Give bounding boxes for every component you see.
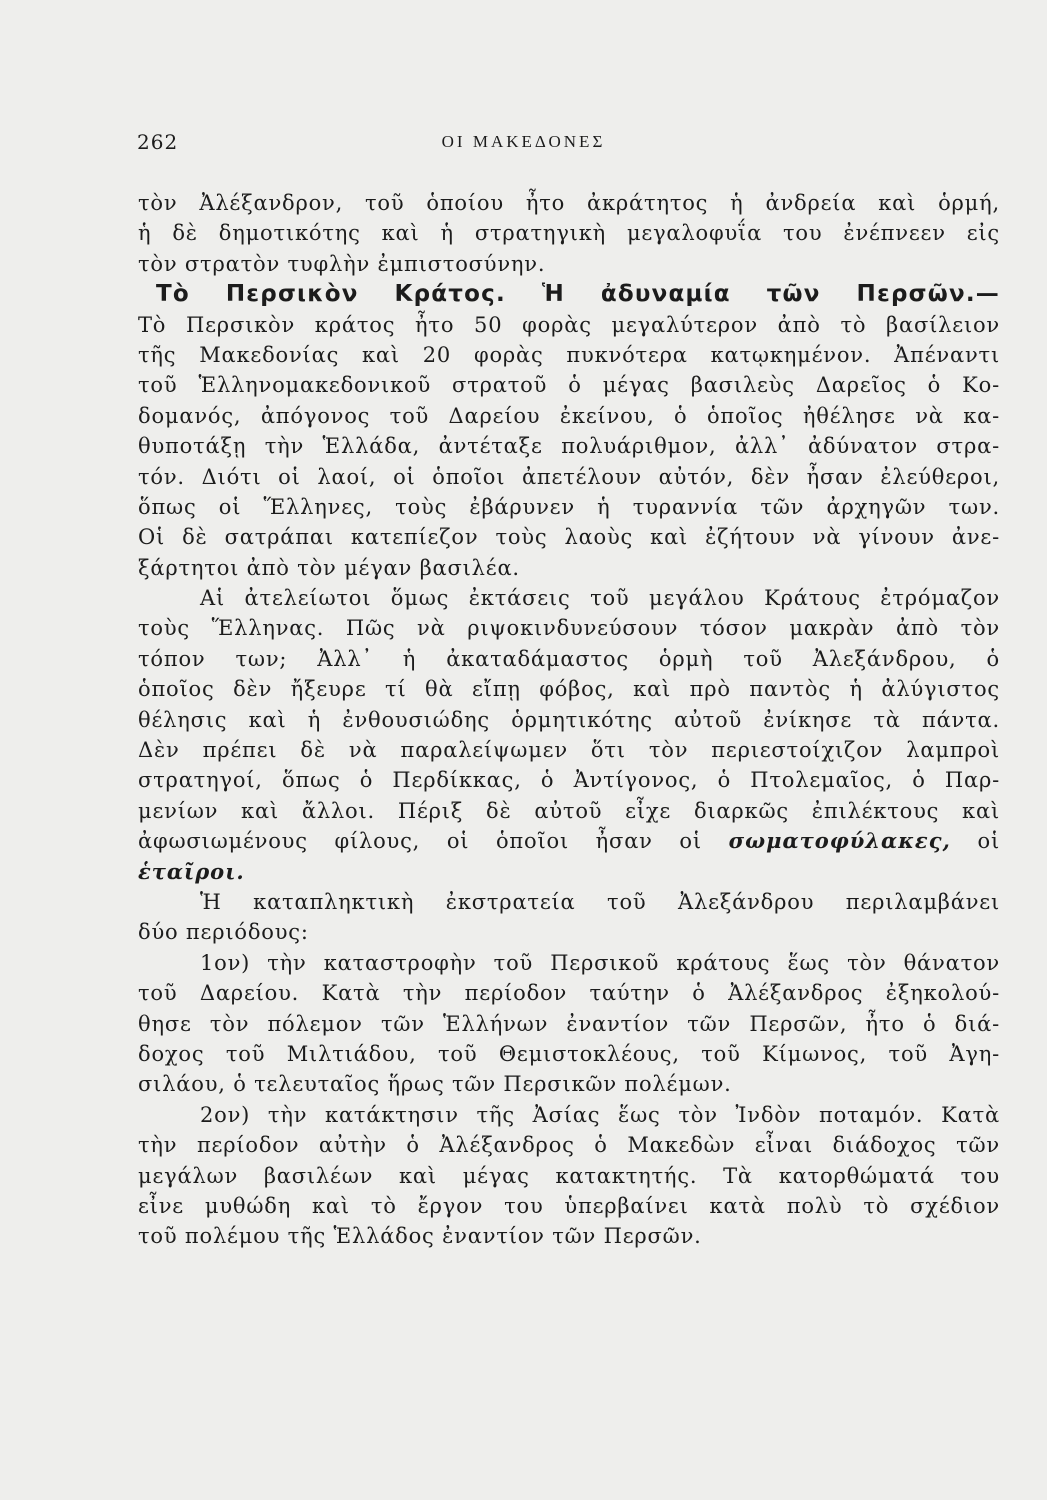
- text-line: τοῦ πολέμου τῆς Ἑλλάδος ἐναντίον τῶν Περσῶν.: [138, 1224, 702, 1249]
- list-item-text: 2ον) τὴν κατάκτησιν τῆς Ἀσίας ἕως τὸν Ἰνδὸν ποταμόν. Κατὰ: [200, 1102, 1000, 1127]
- text-line: τῆς Μακεδονίας καὶ 20 φορὰς πυκνότερα κατῳκημένον. Ἀπέναντι: [138, 342, 1000, 367]
- text-line: ὅπως οἱ Ἕλληνες, τοὺς ἐβάρυνεν ἡ τυραννία τῶν ἀρχηγῶν των.: [138, 494, 1000, 519]
- text-line: δύο περιόδους:: [138, 920, 309, 945]
- text-line: Τὸ Περσικὸν κράτος ἦτο 50 φορὰς μεγαλύτερον ἀπὸ τὸ βασίλειον: [138, 312, 1000, 337]
- text-line: τὴν περίοδον αὐτὴν ὁ Ἀλέξανδρος ὁ Μακεδὼν εἶναι διάδοχος τῶν: [138, 1133, 1000, 1158]
- text-line: Ἡ καταπληκτικὴ ἐκστρατεία τοῦ Ἀλεξάνδρου περιλαμβάνει: [200, 889, 1000, 914]
- text-line: τοῦ Δαρείου. Κατὰ τὴν περίοδον ταύτην ὁ Ἀλέξανδρος ἐξηκολού-: [138, 981, 1000, 1006]
- text-line: τόπον των; Ἀλλ᾽ ἡ ἀκαταδάμαστος ὁρμὴ τοῦ Ἀλεξάνδρου, ὁ: [138, 646, 1000, 671]
- body-text: [138, 188, 1000, 1252]
- text-line: τὸν στρατὸν τυφλὴν ἐμπιστοσύνην.: [138, 251, 546, 276]
- emphasis-term: ἑταῖροι.: [138, 858, 245, 884]
- text-line: τὸν Ἀλέξανδρον, τοῦ ὁποίου ἦτο ἀκράτητος ἡ ἀνδρεία καὶ ὁρμή,: [138, 191, 1000, 215]
- text-line: [138, 826, 1000, 856]
- text-line: μεγάλων βασιλέων καὶ μέγας κατακτητής. Τὰ κατορθώματά του: [138, 1163, 1000, 1188]
- text-line: Οἱ δὲ σατράπαι κατεπίεζον τοὺς λαοὺς καὶ ἐζήτουν νὰ γίνουν ἀνε-: [138, 525, 1000, 550]
- running-head: ΟΙ ΜΑΚΕΔΟΝΕΣ: [441, 132, 606, 151]
- text-run: ἀφωσιωμένους φίλους, οἱ ὁποῖοι ἦσαν οἱ: [138, 829, 702, 854]
- text-line: δοχος τοῦ Μιλτιάδου, τοῦ Θεμιστοκλέους, τοῦ Κίμωνος, τοῦ Ἀγη-: [138, 1041, 1000, 1066]
- page-number: 262: [137, 130, 179, 154]
- text-line: σιλάου, ὁ τελευταῖος ἥρως τῶν Περσικῶν πολέμων.: [138, 1072, 732, 1097]
- text-line: τόν. Διότι οἱ λαοί, οἱ ὁποῖοι ἀπετέλουν αὐτόν, δὲν ἦσαν ἐλεύθεροι,: [138, 464, 1000, 489]
- text-line: θέλησις καὶ ἡ ἐνθουσιώδης ὁρμητικότης αὐτοῦ ἐνίκησε τὰ πάντα.: [138, 707, 1000, 732]
- section-heading: [138, 279, 1000, 309]
- text-line: εἶνε μυθώδη καὶ τὸ ἔργον του ὑπερβαίνει κατὰ πολὺ τὸ σχέδιον: [138, 1193, 1000, 1218]
- text-run: οἱ: [977, 829, 1000, 854]
- text-line: στρατηγοί, ὅπως ὁ Περδίκκας, ὁ Ἀντίγονος, ὁ Πτολεμαῖος, ὁ Παρ-: [138, 768, 1000, 793]
- text-line: [138, 857, 1000, 887]
- text-line: θυποτάξῃ τὴν Ἑλλάδα, ἀντέταξε πολυάριθμον, ἀλλ᾽ ἀδύνατον στρα-: [138, 434, 1000, 459]
- heading-title: Τὸ Περσικὸν Κράτος.: [156, 281, 506, 308]
- heading-subtitle: Ἡ ἀδυναμία τῶν Περσῶν.—: [541, 281, 1000, 308]
- text-line: ξάρτητοι ἀπὸ τὸν μέγαν βασιλέα.: [138, 555, 520, 580]
- text-line: Αἱ ἀτελείωτοι ὅμως ἐκτάσεις τοῦ μεγάλου Κράτους ἐτρόμαζον: [200, 586, 1000, 611]
- text-line: ἡ δὲ δημοτικότης καὶ ἡ στρατηγικὴ μεγαλοφυΐα του ἐνέπνεεν εἰς: [138, 221, 1000, 246]
- text-line: τοῦ Ἑλληνομακεδονικοῦ στρατοῦ ὁ μέγας βασιλεὺς Δαρεῖος ὁ Κο-: [138, 373, 1000, 398]
- text-line: τοὺς Ἕλληνας. Πῶς νὰ ριψοκινδυνεύσουν τόσον μακρὰν ἀπὸ τὸν: [138, 616, 1000, 641]
- emphasis-term: σωματοφύλακες,: [728, 828, 951, 854]
- text-line: θησε τὸν πόλεμον τῶν Ἑλλήνων ἐναντίον τῶν Περσῶν, ἦτο ὁ διά-: [138, 1011, 1000, 1036]
- text-line: ὁποῖος δὲν ἤξευρε τί θὰ εἴπῃ φόβος, καὶ πρὸ παντὸς ἡ ἀλύγιστος: [138, 677, 1000, 702]
- list-item-text: 1ον) τὴν καταστροφὴν τοῦ Περσικοῦ κράτους ἕως τὸν θάνατον: [200, 950, 1000, 975]
- text-line: δομανός, ἀπόγονος τοῦ Δαρείου ἐκείνου, ὁ ὁποῖος ἠθέλησε νὰ κα-: [138, 403, 1000, 428]
- text-line: μενίων καὶ ἄλλοι. Πέριξ δὲ αὐτοῦ εἶχε διαρκῶς ἐπιλέκτους καὶ: [138, 798, 1000, 823]
- text-line: Δὲν πρέπει δὲ νὰ παραλείψωμεν ὅτι τὸν περιεστοίχιζον λαμπροὶ: [138, 738, 1000, 763]
